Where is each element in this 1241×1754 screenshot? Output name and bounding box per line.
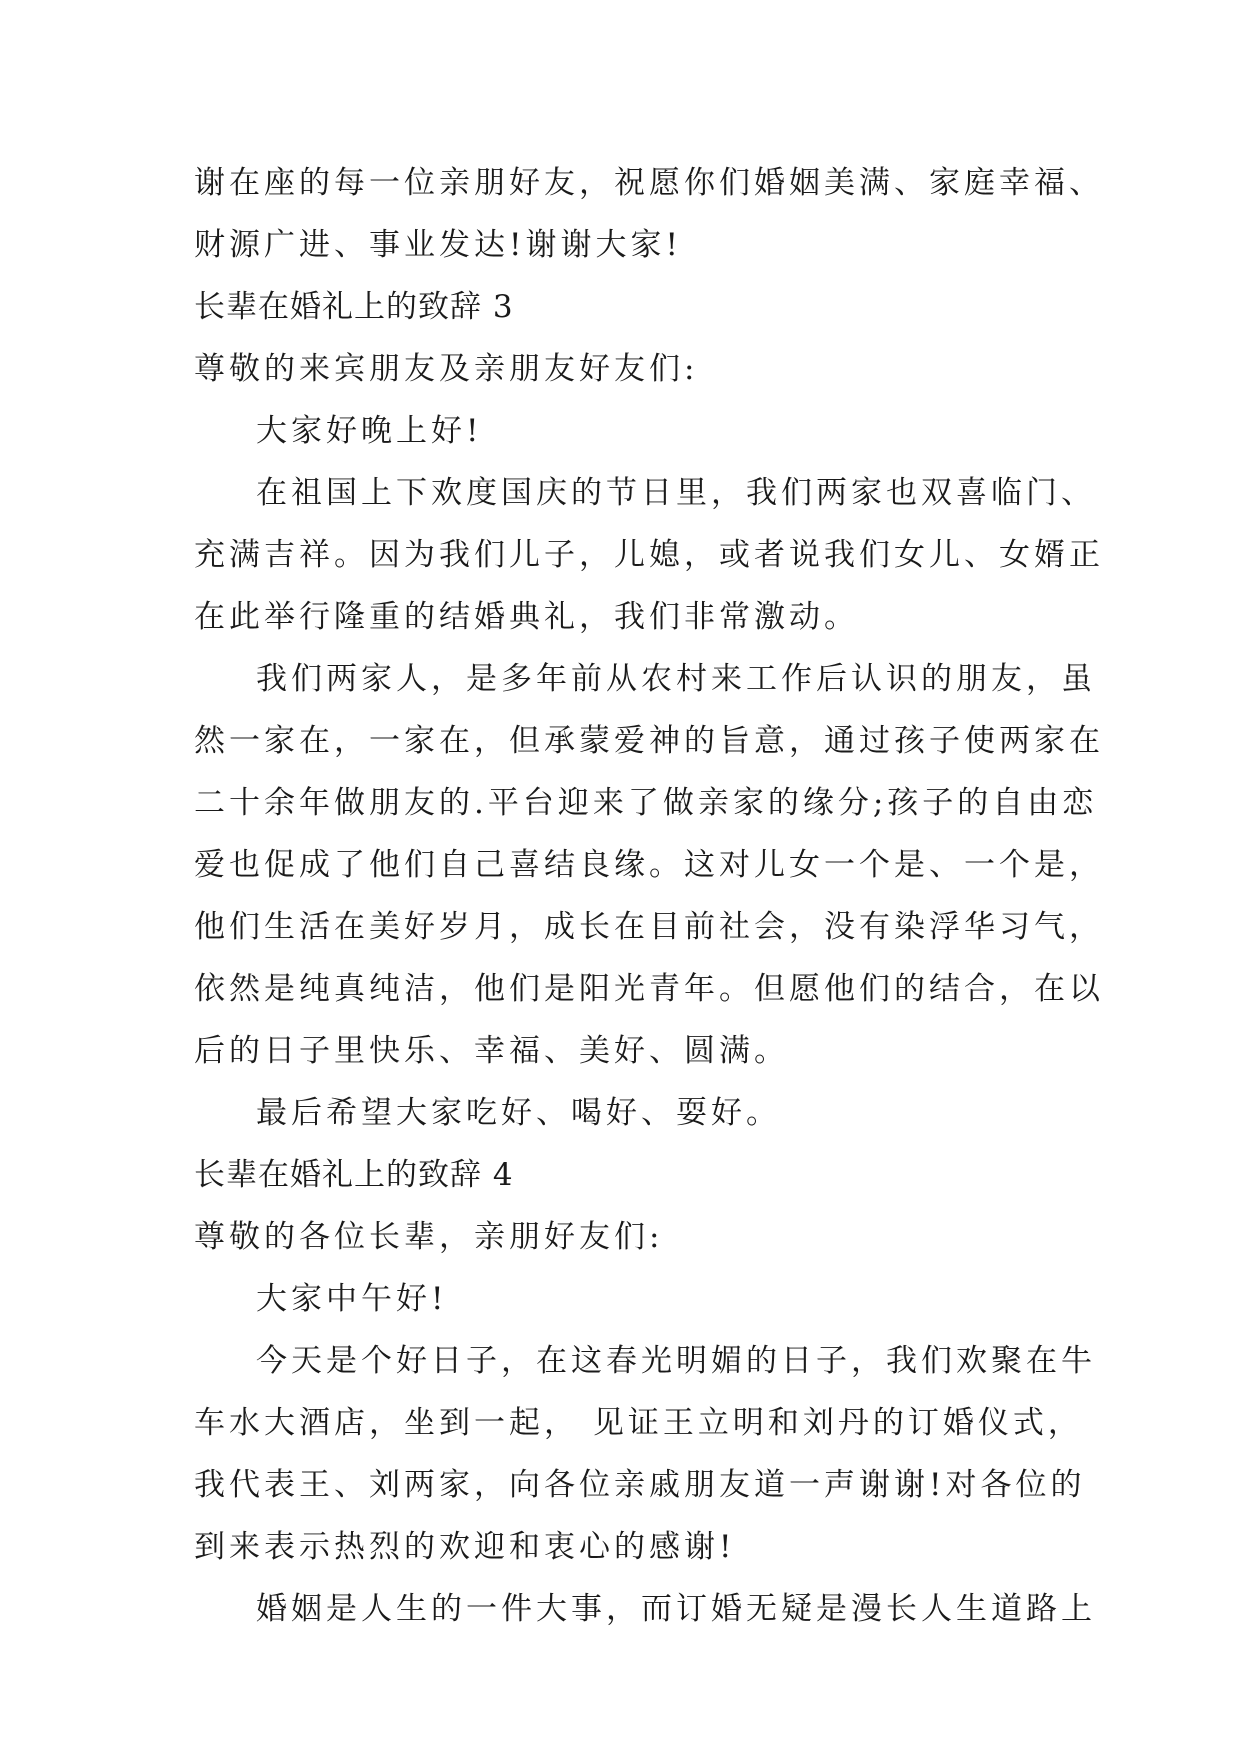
salutation: 尊敬的来宾朋友及亲朋友好友们: [194,351,699,387]
salutation: 尊敬的各位长辈，亲朋好友们: [194,1219,664,1255]
text-line: 我们两家人，是多年前从农村来工作后认识的朋友，虽 [256,661,1096,697]
text-line: 今天是个好日子，在这春光明媚的日子，我们欢聚在牛 [256,1343,1096,1379]
section-heading: 长辈在婚礼上的致辞 3 [194,289,514,325]
text-line: 财源广进、事业发达!谢谢大家! [194,227,682,263]
text-line: 爱也促成了他们自己喜结良缘。这对儿女一个是、一个是， [194,847,1104,883]
text-line: 最后希望大家吃好、喝好、耍好。 [256,1095,781,1131]
text-line: 充满吉祥。因为我们儿子，儿媳，或者说我们女儿、女婿正 [194,537,1104,573]
text-line: 车水大酒店，坐到一起， 见证王立明和刘丹的订婚仪式， [194,1405,1083,1441]
text-line: 在此举行隆重的结婚典礼，我们非常激动。 [194,599,859,635]
text-line: 我代表王、刘两家，向各位亲戚朋友道一声谢谢!对各位的 [194,1467,1086,1503]
text-line: 婚姻是人生的一件大事，而订婚无疑是漫长人生道路上 [256,1591,1096,1627]
section-heading: 长辈在婚礼上的致辞 4 [194,1157,514,1193]
text-line: 然一家在，一家在，但承蒙爱神的旨意，通过孩子使两家在 [194,723,1104,759]
text-line: 到来表示热烈的欢迎和衷心的感谢! [194,1529,736,1565]
document-body [194,152,1104,1640]
text-line: 谢在座的每一位亲朋好友，祝愿你们婚姻美满、家庭幸福、 [194,165,1104,201]
text-line: 依然是纯真纯洁，他们是阳光青年。但愿他们的结合，在以 [194,971,1104,1007]
text-line: 在祖国上下欢度国庆的节日里，我们两家也双喜临门、 [256,475,1096,511]
text-line: 后的日子里快乐、幸福、美好、圆满。 [194,1033,789,1069]
greeting: 大家中午好! [256,1281,448,1317]
text-line: 他们生活在美好岁月，成长在目前社会，没有染浮华习气， [194,909,1104,945]
greeting: 大家好晚上好! [256,413,483,449]
text-line: 二十余年做朋友的.平台迎来了做亲家的缘分;孩子的自由恋 [194,785,1098,821]
